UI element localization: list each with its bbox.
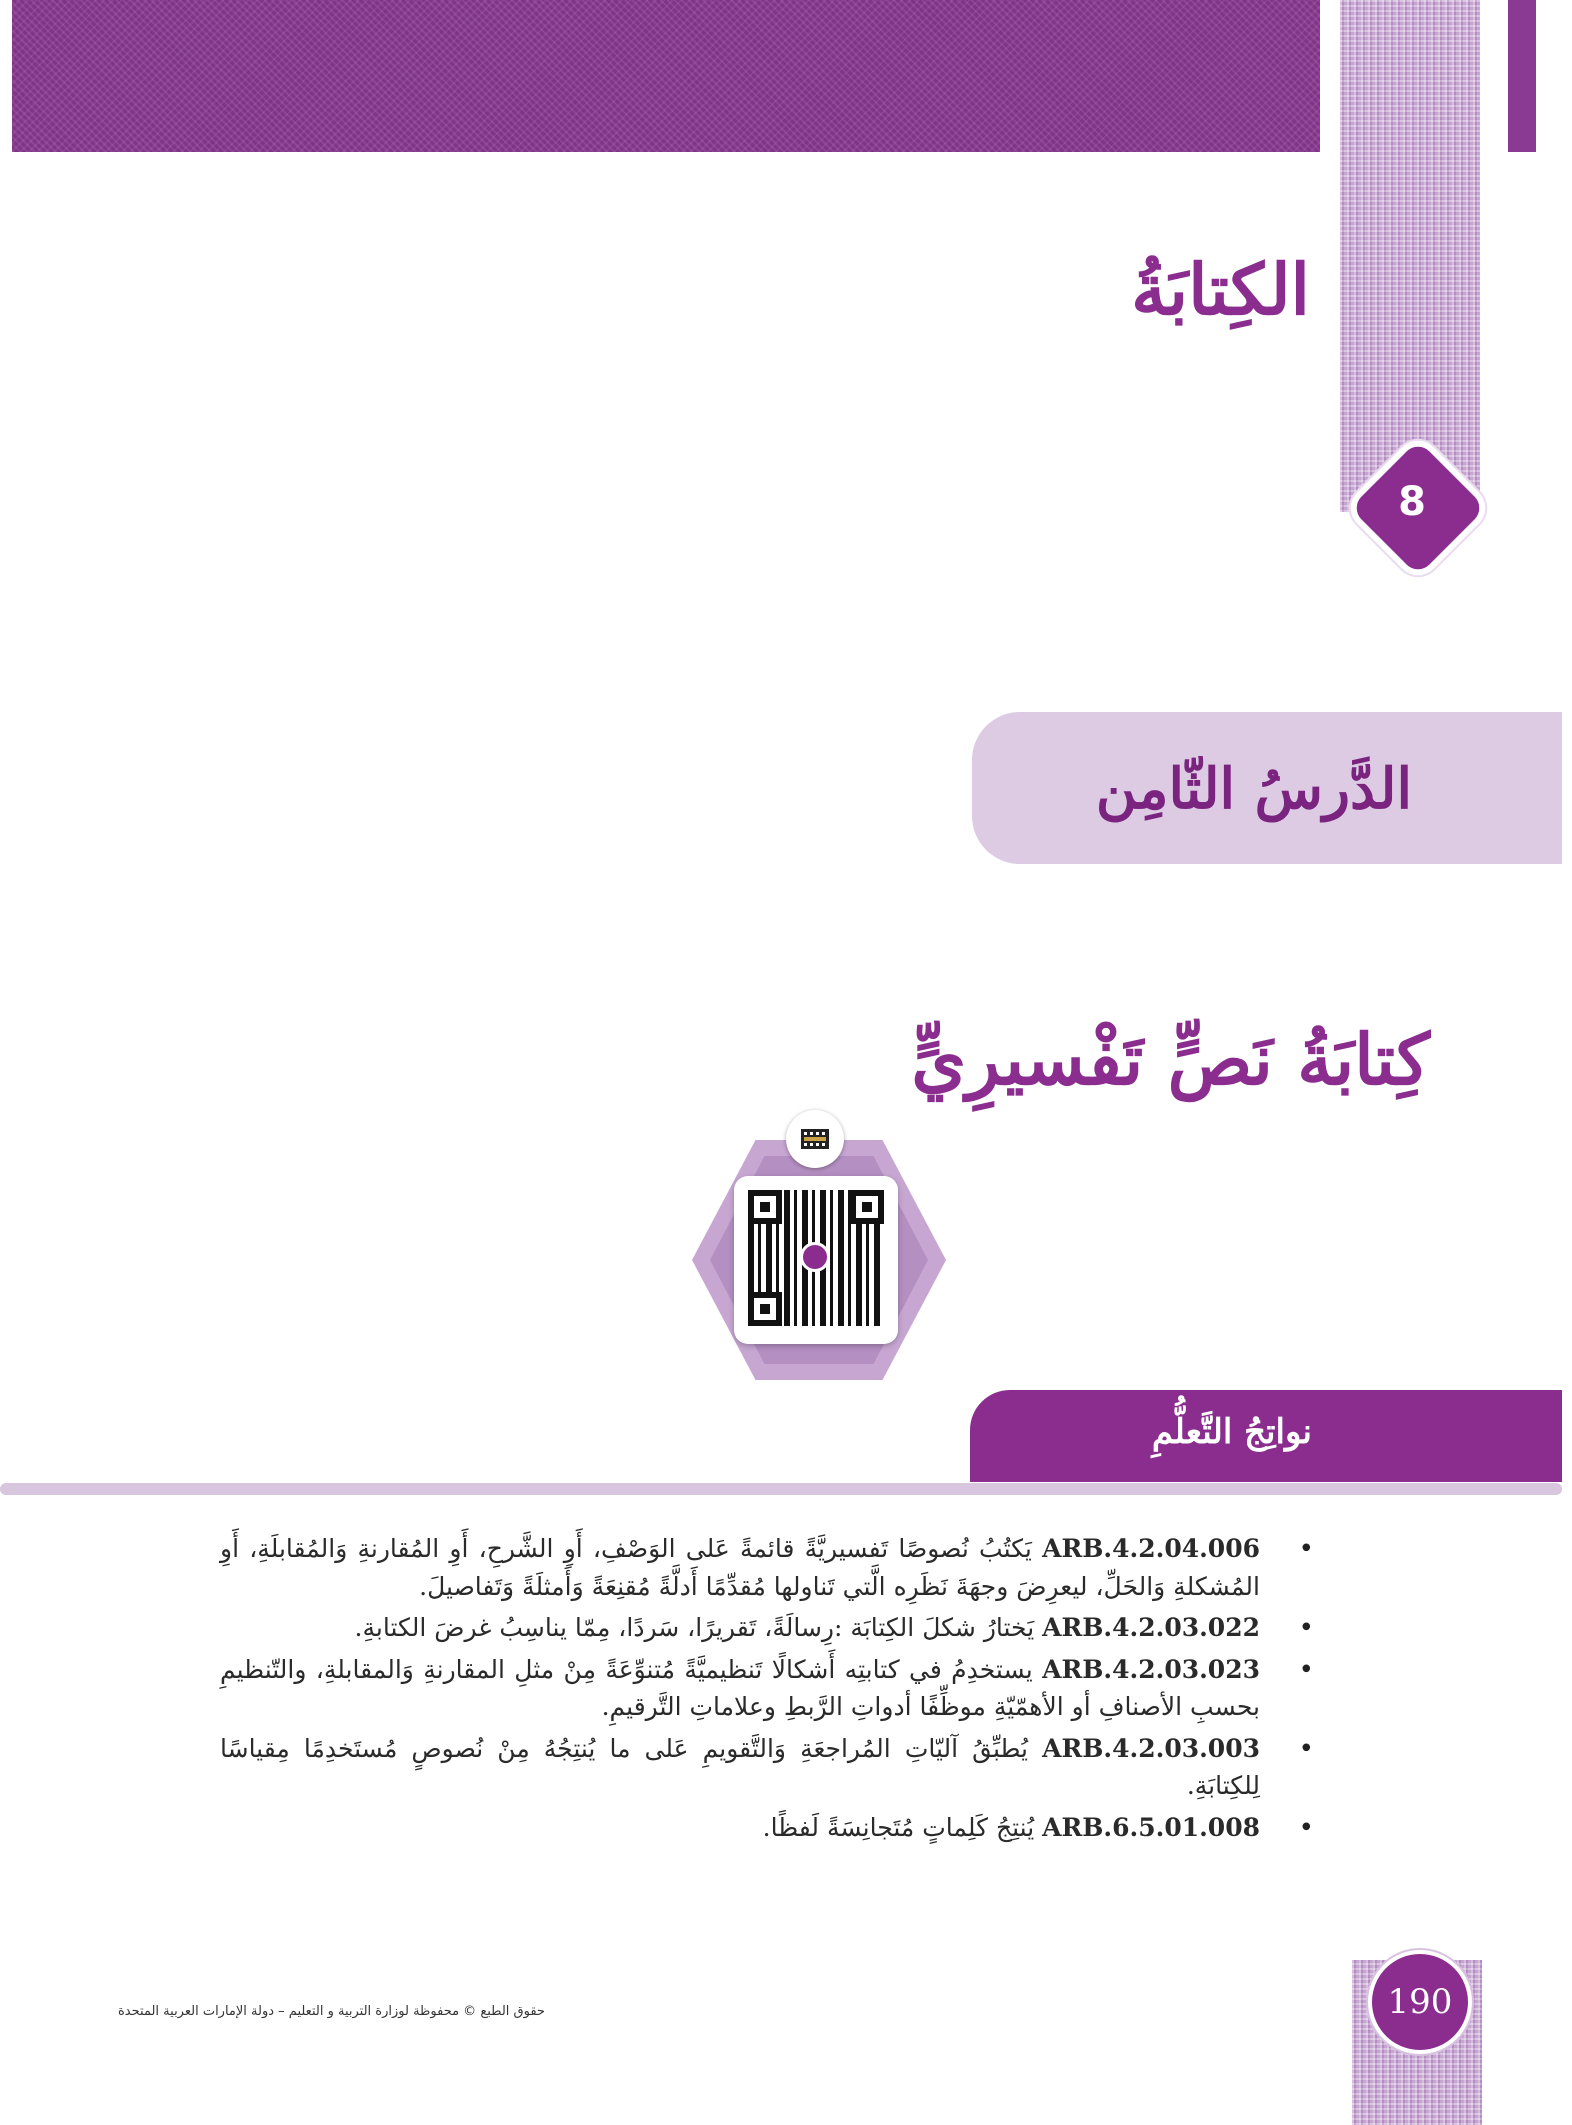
unit-title: الكِتابَةُ	[1131, 248, 1310, 331]
outcomes-divider	[0, 1483, 1562, 1495]
outcome-text: يُنتِجُ كَلِماتٍ مُتَجانِسَةً لَفظًا.	[762, 1812, 1035, 1842]
qr-finder-pattern	[748, 1292, 782, 1326]
outcome-text: يَختارُ شكلَ الكِتابَة :رِسالَةً، تَقريرًا، سَردًا، مِمّا يناسِبُ غرضَ الكتابةِ.	[354, 1613, 1035, 1642]
outcome-item	[220, 1809, 1320, 1847]
film-icon	[800, 1126, 830, 1152]
outcome-code: ARB.4.2.03.023	[1042, 1654, 1260, 1684]
outcome-text: يَكتُبُ نُصوصًا تَفسيريَّةً قائمةً عَلى الوَصْفِ، أَوِ الشَّرحِ، أَوِ المُقارنةِ وَالمُقابلَةِ، أَوِ المُشكلةِ وَالحَلِّ، ليعرِضَ وجهَةَ نَظَرِه الَّتي تَناولها مُقدِّمًا أَدلَّةً مُقنِعَةً وَأَمثلَةً وَتَفاصيلَ.	[220, 1534, 1260, 1601]
bullet-icon: •	[1298, 1812, 1314, 1843]
unit-number-badge	[1350, 440, 1474, 564]
bullet-icon: •	[1298, 1534, 1314, 1564]
copyright-notice: حقوق الطبع © محفوظة لوزارة التربية و التعليم – دولة الإمارات العربية المتحدة	[118, 2004, 545, 2019]
outcome-item	[220, 1651, 1320, 1726]
lesson-subtitle: كِتابَةُ نَصٍّ تَفْسيرِيٍّ	[911, 1018, 1430, 1101]
outcome-code: ARB.4.2.04.006	[1042, 1534, 1260, 1563]
bullet-icon: •	[1298, 1733, 1314, 1764]
outcome-text: يُطبِّقُ آليّاتِ المُراجعَةِ وَالتَّقويمِ عَلى ما يُنتِجُهُ مِنْ نُصوصٍ مُستَخدِمًا مِقياسًا لِلكِتابَةِ.	[220, 1733, 1260, 1800]
outcome-item	[220, 1530, 1320, 1605]
qr-finder-pattern	[850, 1190, 884, 1224]
outcome-text: يستخدِمُ في كتابتِه أَشكالًا تَنظيميَّةً مُتنوِّعَةً مِنْ مثلِ المقارنةِ وَالمقابلةِ، والتّنظيمِ بحسبِ الأصنافِ أو الأهمّيّةِ موظِّفًا أدواتِ الرَّبطِ وعلاماتِ التَّرقيمِ.	[220, 1654, 1260, 1721]
top-banner	[12, 0, 1320, 152]
top-accent-bar	[1508, 0, 1536, 152]
outcome-code: ARB.4.2.03.003	[1042, 1733, 1260, 1763]
unit-number: 8	[1398, 479, 1426, 525]
side-texture-strip	[1340, 0, 1480, 512]
outcomes-list	[220, 1530, 1320, 1850]
lesson-title: الدَّرسُ الثّامِن	[1095, 756, 1412, 822]
outcome-item	[220, 1609, 1320, 1647]
bullet-icon: •	[1298, 1613, 1314, 1643]
qr-center-logo	[800, 1242, 830, 1272]
bullet-icon: •	[1298, 1654, 1314, 1685]
qr-finder-pattern	[748, 1190, 782, 1224]
outcomes-heading: نواتِجُ التَّعلُّمِ	[1151, 1412, 1312, 1452]
page-number: 190	[1387, 1982, 1453, 2022]
outcome-code: ARB.6.5.01.008	[1042, 1812, 1260, 1842]
outcome-item	[220, 1730, 1320, 1805]
outcome-code: ARB.4.2.03.022	[1042, 1613, 1260, 1642]
